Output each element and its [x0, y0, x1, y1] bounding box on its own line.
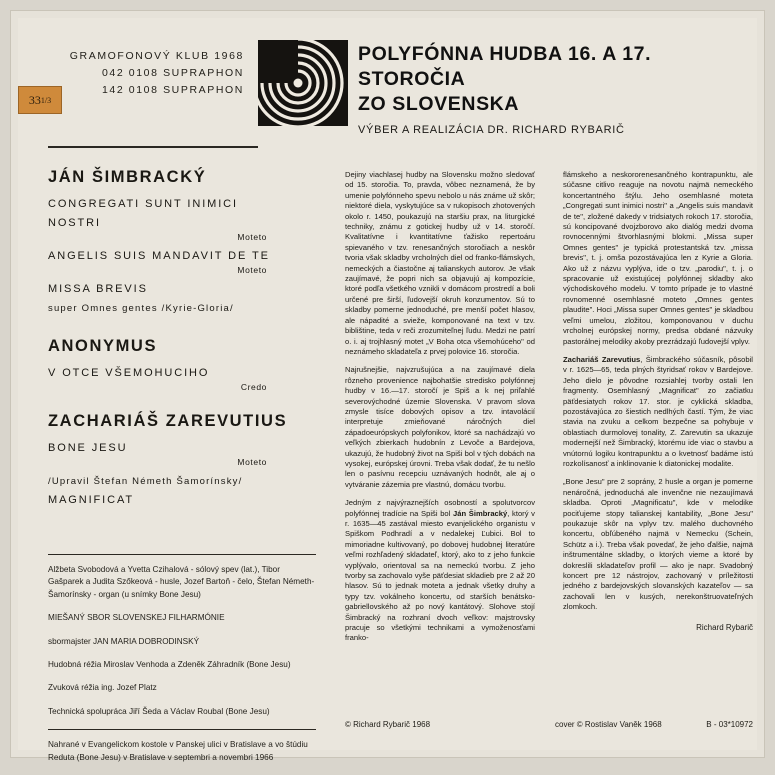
liner-notes-paragraph: Najrušnejšie, najvzrušujúca a na zaujímavé diela rôzneho provenience najbohatšie stredisko polyfónnej hudby v 16.—17. storočí je Spiš a k nej priľahlé severovýchodné územie Slovenska. V pravom slova zmysle tisíce dobových opisov a tzv. intavolácií interpretuje zmieňované náročných diel západoeurópskych polyfonikov, ktoré sa nachádzajú vo veľkých zbierkach hudobnín z Levoče a Bardejova, ukazujú, že hudobný život na Spiši bol v tých dobách na vysokej, európskej úrovni. Treba však dodať, že tu nešlo len o pasívnu recepciu uznávaných hodnôt, ale aj o vytváranie zázemia pre vlastnú, domácu tvorbu. [345, 365, 535, 489]
work-genre: Moteto [237, 232, 267, 242]
author-signature: Richard Rybarič [696, 622, 753, 632]
composer-name: ANONYMUS [48, 337, 158, 355]
speed-label-fraction: 1/3 [40, 95, 52, 105]
page-subtitle: VÝBER A REALIZÁCIA DR. RICHARD RYBARIČ [358, 124, 625, 136]
work-title: V OTCE VŠEMOHUCIHO [48, 367, 210, 379]
credits-collab: Technická spolupráca Jiří Šeda a Václav Roubal (Bone Jesu) [48, 706, 270, 716]
work-title: ANGELIS SUIS MANDAVIT DE TE [48, 250, 270, 262]
credits-choir: MIEŠANÝ SBOR SLOVENSKEJ FILHARMÓNIE [48, 613, 225, 623]
page-title-line2: ZO SLOVENSKA [358, 93, 520, 115]
label-line-1: GRAMOFONOVÝ KLUB 1968 [69, 50, 244, 62]
page-title-line1: POLYFÓNNA HUDBA 16. A 17. STOROČIA [358, 43, 652, 90]
record-sleeve [10, 10, 765, 762]
work-title: BONE JESU [48, 442, 128, 454]
credits-divider-1 [48, 554, 316, 555]
liner-notes-paragraph: Jedným z najvýraznejších osobností a spolutvorcov polyfónnej tradície na Spiši bol Ján Šimbracký, ktorý v r. 1635—45 zastával miesto evanjelického organistu v Spiškom Podhradí a v nedalekej Ľubici. Bol to mimoriadne kultivovaný, po dobovej hudobnej literatúre veľmi rozhľadený skladateľ, ktorý, ako to z jeho funkcie vyplývalo, orientoval sa na nemeckú tvorbu. Z jeho tvorby sa zachovalo vyše päťdesiat skladieb pre 2 až 20 hlasov. Sú to jednak moteta a jednak všetky druhy a typy tzv. vokálneho koncertu, od starších benátsko-gabriellovského až po nový kantátový. Slohove stojí Šimbracký na rozhraní dvoch veľkov: majstrovsky pracuje so všetkými technikami a vymoženosťami franko- [345, 498, 535, 643]
credits-sound: Zvuková réžia ing. Jozef Platz [48, 683, 157, 693]
liner-notes-column-2 [563, 170, 753, 633]
credits-divider-2 [48, 729, 316, 730]
credits-performers: Alžbeta Svobodová a Yvetta Czihalová - sólový spev (lat.), Tibor Gašparek a Judita Szőkeová - husle, Jozef Bartoň - čelo, Štefan Németh-Šamorínsky - organ (u snímky Bone Jesu) [48, 565, 315, 599]
work-title: super Omnes gentes /Kyrie-Gloria/ [48, 303, 234, 314]
label-info [18, 48, 258, 99]
work-genre: Credo [240, 382, 267, 392]
liner-notes-paragraph: flámskeho a neskororenesančného kontrapunktu, ale súčasne citlivo reaguje na novotu najmä nemeckého koncertantného štýlu. Jeho osemhlasné moteta „Congregati sunt inimici nostri" a „Angelis suis mandavit de te", zložené dakedy v tridsiatych rokoch 17. storočia, sú koncipované dvojzborovo ako dialóg medzi dvoma rovnocennými štvorhlasnými blokmi. „Missa super Omnes gentes" je typická protestantská tzv. „missa brevis", t. j. omša pozostávajúca len z Kyrie a Gloria. Ako už z názvu vyplýva, ide o tzv. „parodiu", t. j. o spracovanie už existujúcej polyfónnej skladby ako východiskového modelu. V tomto prípade je to vlastné rovnomenné osemhlasné moteto „Omnes gentes plaudite". Hoci „Missa super Omnes gentes" je skladbou veľmi umelou, zložitou, komponovanou v duchu vrcholnej európskej normy, predsa obdané názvuky pastorálnej melodiky akoby prezrádzajú ľudovejší vplyv. [563, 170, 753, 346]
footer-catalog-number: B - 03*10972 [706, 720, 753, 729]
credits-block [48, 554, 316, 775]
work-title: /Upravil Štefan Németh Šamorínsky/ [48, 476, 243, 487]
speed-label-value: 33 [28, 92, 41, 107]
footer-copyright: © Richard Rybarič 1968 [345, 720, 431, 729]
footer-cover-credit: cover © Rostislav Vaněk 1968 [555, 720, 662, 729]
label-line-3: 142 0108 SUPRAPHON [101, 84, 244, 96]
work-title: MISSA BREVIS [48, 283, 148, 295]
liner-notes-paragraph: Dejiny viachlasej hudby na Slovensku možno sledovať od 15. storočia. To, pravda, vôbec neznamená, že by umenie polyfónneho spevu nebolo u nás známe už skôr; niektoré diela, vyskytujúce sa v rukopisoch zhotovených okolo r. 1450, poukazujú na staršiu prax, na liturgické techniky, známu z gotickej hudby už v 14. storočí. Kvalitatívne i kvantitatívne ťažisko repertoáru spievaného v tzv. renesančných storočiach a neskôr tvoria však skladby vrcholných diel od franko-flámskych, nemeckých a čiastočne aj talianskych autorov. Je však zaujímavé, že popri nich sa objavujú aj kompozície, ktoré podľa všetkého vznikli v domácom prostredí a boli určené pre širší, ľudovejší okruh konzumentov. Sú to skladby pomerne jednoduché, pre menší počet hlasov, ale nápadité a svieže, komponované na text v tzv. biblištine, teda v reči zrozumiteľnej ľudu. Medzi ne patrí o. i. aj trojhlasný motet „V Boha otca všemohúceho" od neznámeho skladateľa z prvej polovice 16. storočia. [345, 170, 535, 356]
header-divider [48, 146, 258, 148]
title-block [358, 42, 739, 136]
work-genre: Moteto [237, 457, 267, 467]
label-line-2: 042 0108 SUPRAPHON [101, 67, 244, 79]
work-genre: Moteto [237, 265, 267, 275]
tracklist [48, 168, 313, 529]
tracklist-block [48, 337, 313, 392]
header [18, 40, 757, 136]
tracklist-block [48, 412, 313, 509]
work-title: MAGNIFICAT [48, 494, 135, 506]
credits-recording: Nahrané v Evangelickom kostole v Panskej ulici v Bratislave a vo štúdiu Reduta (Bone Jesu) v Bratislave v septembri a novembri 1966 [48, 740, 308, 762]
credits-director: Hudobná réžia Miroslav Venhoda a Zdeněk Záhradník (Bone Jesu) [48, 660, 291, 670]
composer-name: ZACHARIÁŠ ZAREVUTIUS [48, 412, 288, 430]
credits-choirmaster: sbormajster JAN MARIA DOBRODINSKÝ [48, 636, 200, 646]
liner-notes-column-1 [345, 170, 535, 652]
liner-notes-paragraph: Zachariáš Zarevutius, Šimbrackého súčasník, pôsobil v r. 1625—65, teda plných štyridsať rokov v Bardejove. Jeho dielo je pôvodne rozsiahlej tvorby ostali len fragmenty. Osemhlasný „Magnificat" zo začiatku päťdesiatych rokov 17. stor. je cyklická skladba, pozostávajúca zo šiestich nedlhých častí. Tým, že viac stavia na zvuku a celkom bezpečne sa pohybuje v oblastiach durmolovej tonality, Z. Zarevutin sa ukazuje modernejší než Šimbracký, ktorému ide viac o stavbu a vnútornú logiku kontrapunktu a o kvetnosť badáme istú rozkolísanosť a inklinovanie k diatonickej modalite. [563, 354, 753, 468]
work-title: NOSTRI [48, 217, 101, 229]
liner-notes-paragraph: „Bone Jesu" pre 2 soprány, 2 husle a organ je pomerne nenáročná, jednoduchá ale invenčne nie nezaujímavá skladba. Oproti „Magnificatu", kde v melodike pociťujeme stopy talianskej kantability, „Bone Jesu" poukazuje skôr na vplyv tzv. malého duchovného koncertu, obľúbeného najmä v Nemecku (Schein, Schütz a i.). Treba však povedať, že jeho ďalšie, najmä inštrumentálne skladby, o ktorých vieme a ktoré by dokreslili skladateľov profil — ako je napr. Svadobný koncert pre 12 nástrojov, zachovaný v príležitosti jedného z bardejovských slovanských kazateľov — sa zachovali len v kusých, nerekonštruovateľných zlomkoch. [563, 477, 753, 612]
tracklist-block [48, 168, 313, 317]
work-title: CONGREGATI SUNT INIMICI [48, 198, 238, 210]
composer-name: JÁN ŠIMBRACKÝ [48, 168, 207, 186]
sleeve-paper [18, 18, 757, 762]
spiral-logo-icon [258, 40, 348, 126]
logo-panel [258, 40, 348, 126]
